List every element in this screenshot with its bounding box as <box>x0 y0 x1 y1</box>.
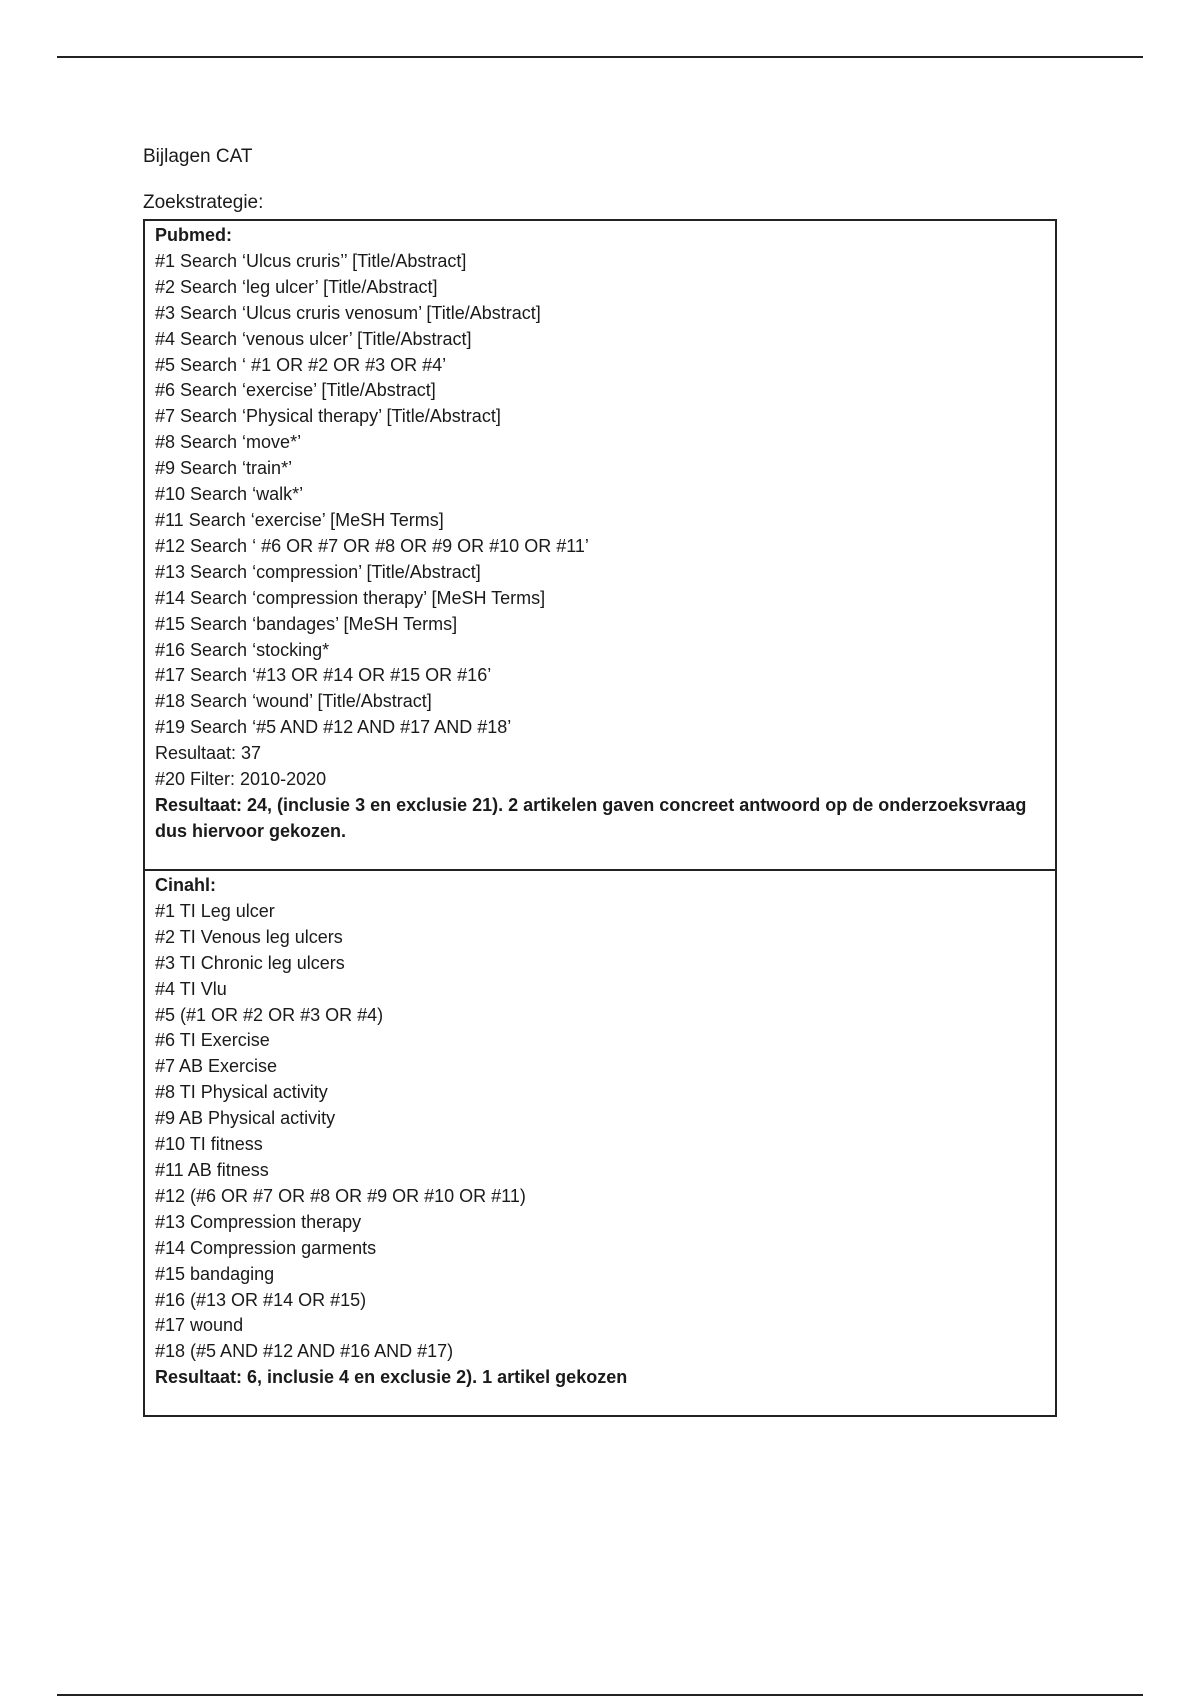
search-line: #8 Search ‘move*’ <box>155 432 302 453</box>
search-line: #2 TI Venous leg ulcers <box>155 926 343 947</box>
search-line: #3 Search ‘Ulcus cruris venosum’ [Title/Abstract] <box>155 302 541 323</box>
search-line: #12 Search ‘ #6 OR #7 OR #8 OR #9 OR #10 OR #11’ <box>155 535 589 556</box>
search-line: #4 Search ‘venous ulcer’ [Title/Abstract] <box>155 328 472 349</box>
pubmed-result: Resultaat: 24, (inclusie 3 en exclusie 21). 2 artikelen gaven concreet antwoord op de onderzoeksvraag <box>155 794 1027 815</box>
search-line: #13 Compression therapy <box>155 1211 362 1232</box>
search-line: #16 Search ‘stocking* <box>155 639 330 660</box>
search-line: #12 (#6 OR #7 OR #8 OR #9 OR #10 OR #11) <box>155 1185 526 1206</box>
search-line: #7 AB Exercise <box>155 1056 278 1077</box>
search-line: #18 (#5 AND #12 AND #16 AND #17) <box>155 1341 454 1362</box>
search-line: #10 Search ‘walk*’ <box>155 484 304 505</box>
document-title: Bijlagen CAT <box>143 146 253 167</box>
search-line: #5 Search ‘ #1 OR #2 OR #3 OR #4’ <box>155 354 447 375</box>
cinahl-result: Resultaat: 6, inclusie 4 en exclusie 2). 1 artikel gekozen <box>155 1367 628 1388</box>
search-line: #11 AB fitness <box>155 1159 269 1180</box>
search-line: #15 Search ‘bandages’ [MeSH Terms] <box>155 613 458 634</box>
section-label: Zoekstrategie: <box>143 192 264 213</box>
search-line: #11 Search ‘exercise’ [MeSH Terms] <box>155 509 444 530</box>
search-line: #1 TI Leg ulcer <box>155 900 275 921</box>
header-rule <box>57 56 1143 58</box>
pubmed-heading: Pubmed: <box>155 225 233 245</box>
search-line: #17 Search ‘#13 OR #14 OR #15 OR #16’ <box>155 665 492 686</box>
search-line: #7 Search ‘Physical therapy’ [Title/Abstract] <box>155 406 501 427</box>
cinahl-cell <box>145 871 1055 1415</box>
search-line: #9 Search ‘train*’ <box>155 458 293 479</box>
search-line: #10 TI fitness <box>155 1134 263 1155</box>
search-line: #6 Search ‘exercise’ [Title/Abstract] <box>155 380 436 401</box>
search-line: #1 Search ‘Ulcus cruris’’ [Title/Abstract] <box>155 250 467 271</box>
filter-line: #20 Filter: 2010-2020 <box>155 769 327 790</box>
search-line: #17 wound <box>155 1315 244 1336</box>
search-line: #15 bandaging <box>155 1263 275 1284</box>
pubmed-cell <box>145 221 1055 871</box>
search-line: #9 AB Physical activity <box>155 1108 336 1129</box>
search-line: #14 Search ‘compression therapy’ [MeSH Terms] <box>155 587 546 608</box>
footer-rule <box>57 1694 1143 1696</box>
pubmed-result-continued: dus hiervoor gekozen. <box>155 820 347 841</box>
search-line: #8 TI Physical activity <box>155 1082 328 1103</box>
search-line: #18 Search ‘wound’ [Title/Abstract] <box>155 691 432 712</box>
search-line: #6 TI Exercise <box>155 1030 270 1051</box>
search-line: #14 Compression garments <box>155 1237 377 1258</box>
search-line: #19 Search ‘#5 AND #12 AND #17 AND #18’ <box>155 717 512 738</box>
search-strategy-table <box>143 219 1057 1417</box>
search-line: #3 TI Chronic leg ulcers <box>155 952 345 973</box>
search-line: #4 TI Vlu <box>155 978 227 999</box>
search-line: #5 (#1 OR #2 OR #3 OR #4) <box>155 1004 384 1025</box>
search-line: #2 Search ‘leg ulcer’ [Title/Abstract] <box>155 276 438 297</box>
result-line: Resultaat: 37 <box>155 743 262 764</box>
search-line: #13 Search ‘compression’ [Title/Abstract] <box>155 561 481 582</box>
search-line: #16 (#13 OR #14 OR #15) <box>155 1289 367 1310</box>
cinahl-heading: Cinahl: <box>155 875 216 895</box>
